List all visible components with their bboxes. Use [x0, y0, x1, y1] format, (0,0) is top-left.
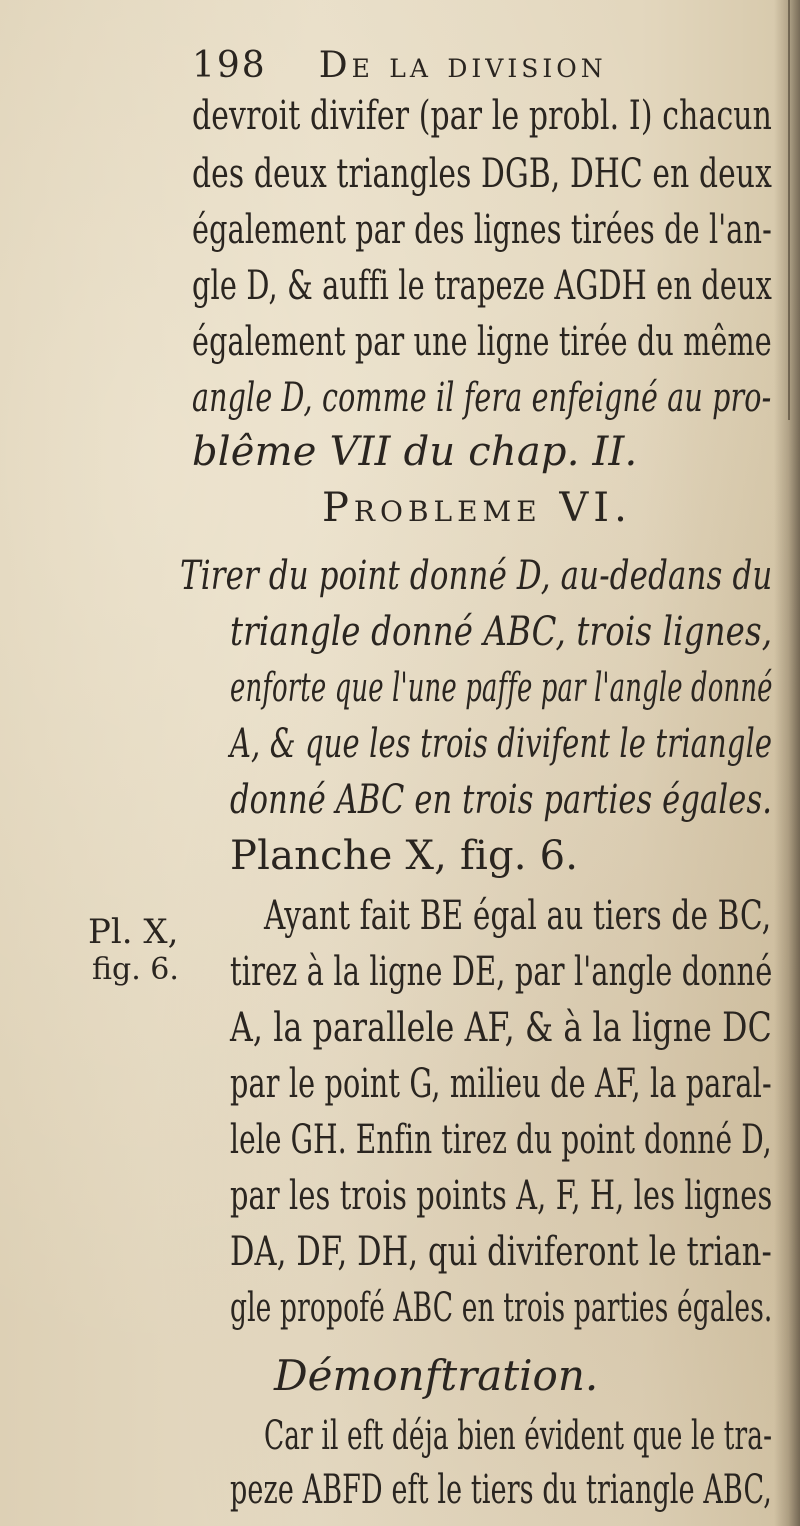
margin-figure: fig. 6.: [92, 952, 179, 987]
text-line: gle propofé ABC en trois parties égales.: [230, 1285, 773, 1331]
text-line: par les trois points A, F, H, les lignes: [230, 1173, 773, 1219]
text-line: devroit divifer (par le probl. I) chacun: [192, 93, 773, 139]
demonstration-title: Démonftration.: [274, 1351, 599, 1400]
text-line: DA, DF, DH, qui diviferont le trian-: [230, 1229, 772, 1275]
text-line: également par des lignes tirées de l'an-: [192, 207, 772, 253]
text-line: gle D, & auffi le trapeze AGDH en deux: [192, 263, 773, 309]
figure-reference: Planche X, fig. 6.: [230, 833, 579, 879]
text-line: angle D, comme il fera enfeigné au pro-: [192, 375, 772, 421]
problem-title: Probleme VI.: [322, 485, 632, 531]
running-header: [192, 44, 607, 88]
text-line: enforte que l'une paffe par l'angle donné: [230, 665, 773, 711]
text-line: donné ABC en trois parties égales.: [230, 777, 773, 823]
running-title: De la division: [318, 45, 607, 86]
text-line: des deux triangles DGB, DHC en deux: [192, 151, 772, 197]
text-line: A, la parallele AF, & à la ligne DC: [230, 1005, 772, 1051]
text-line: triangle donné ABC, trois lignes,: [230, 609, 773, 655]
text-line: Ayant fait BE égal au tiers de BC,: [264, 893, 772, 939]
text-line: A, & que les trois divifent le triangle: [230, 721, 773, 767]
text-line: également par une ligne tirée du même: [192, 319, 772, 365]
text-line: blême VII du chap. II.: [192, 429, 638, 475]
margin-plate: Pl. X,: [88, 912, 179, 952]
page-number: 198: [192, 45, 267, 86]
text-line: Tirer du point donné D, au-dedans du: [180, 553, 773, 599]
text-line: Car il eft déja bien évident que le tra-: [264, 1413, 773, 1459]
text-line: par le point G, milieu de AF, la paral-: [230, 1061, 772, 1107]
text-line: peze ABFD eft le tiers du triangle ABC,: [230, 1467, 772, 1513]
text-line: lele GH. Enfin tirez du point donné D,: [230, 1117, 772, 1163]
text-line: tirez à la ligne DE, par l'angle donné: [230, 949, 773, 995]
